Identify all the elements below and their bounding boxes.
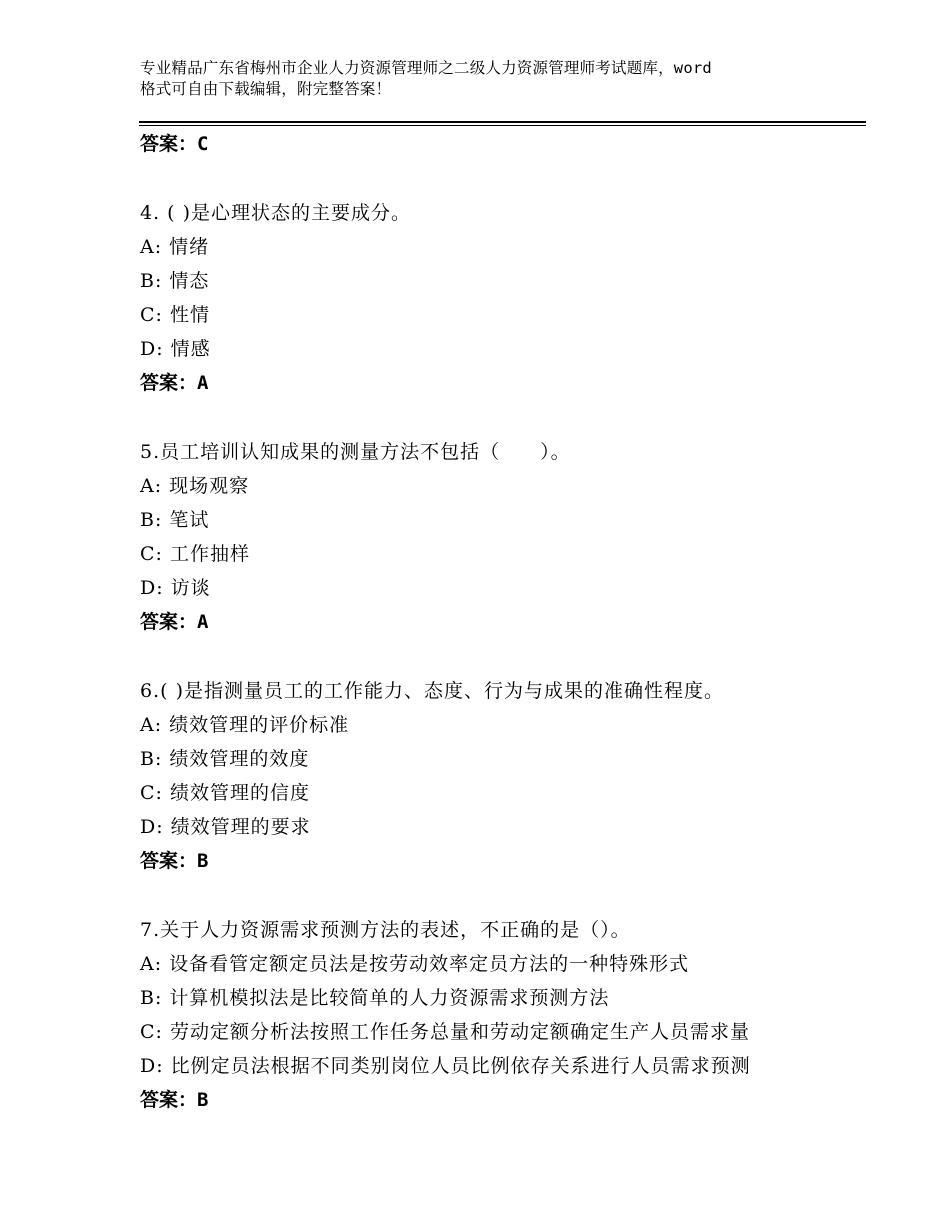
option-a: A: 情绪 [140,236,210,258]
question-stem: 7.关于人力资源需求预测方法的表述，不正确的是（）。 [140,919,631,941]
question-stem: 5.员工培训认知成果的测量方法不包括（ ）。 [140,441,571,463]
answer: 答案：A [140,372,209,394]
answer: 答案：A [140,611,209,633]
document-header [140,58,840,100]
option-a: A: 现场观察 [140,475,250,497]
question-4 [140,196,860,400]
question-list [140,127,860,1117]
option-d: D: 访谈 [140,577,211,599]
option-d: D: 比例定员法根据不同类别岗位人员比例依存关系进行人员需求预测 [140,1055,751,1077]
option-c: C: 工作抽样 [140,543,250,565]
answer: 答案：B [140,1089,209,1111]
question-stem: 4. ( )是心理状态的主要成分。 [140,202,412,224]
option-d: D: 绩效管理的要求 [140,816,311,838]
option-a: A: 设备看管定额定员法是按劳动效率定员方法的一种特殊形式 [140,953,690,975]
question-6 [140,674,860,878]
prev-answer: 答案：C [140,133,209,155]
question-stem: 6.( )是指测量员工的工作能力、态度、行为与成果的准确性程度。 [140,680,724,702]
question-5 [140,435,860,639]
option-a: A: 绩效管理的评价标准 [140,714,350,736]
option-c: C: 性情 [140,304,210,326]
header-rule-thin [139,125,866,126]
question-7 [140,913,860,1117]
option-d: D: 情感 [140,338,211,360]
answer: 答案：B [140,850,209,872]
header-rule-thick [139,121,866,123]
header-line-2: 格式可自由下载编辑，附完整答案！ [140,80,392,98]
option-b: B: 情态 [140,270,210,292]
header-line-1: 专业精品广东省梅州市企业人力资源管理师之二级人力资源管理师考试题库，word [140,59,712,77]
option-b: B: 绩效管理的效度 [140,748,310,770]
option-c: C: 劳动定额分析法按照工作任务总量和劳动定额确定生产人员需求量 [140,1021,750,1043]
option-c: C: 绩效管理的信度 [140,782,310,804]
option-b: B: 笔试 [140,509,210,531]
option-b: B: 计算机模拟法是比较简单的人力资源需求预测方法 [140,987,610,1009]
